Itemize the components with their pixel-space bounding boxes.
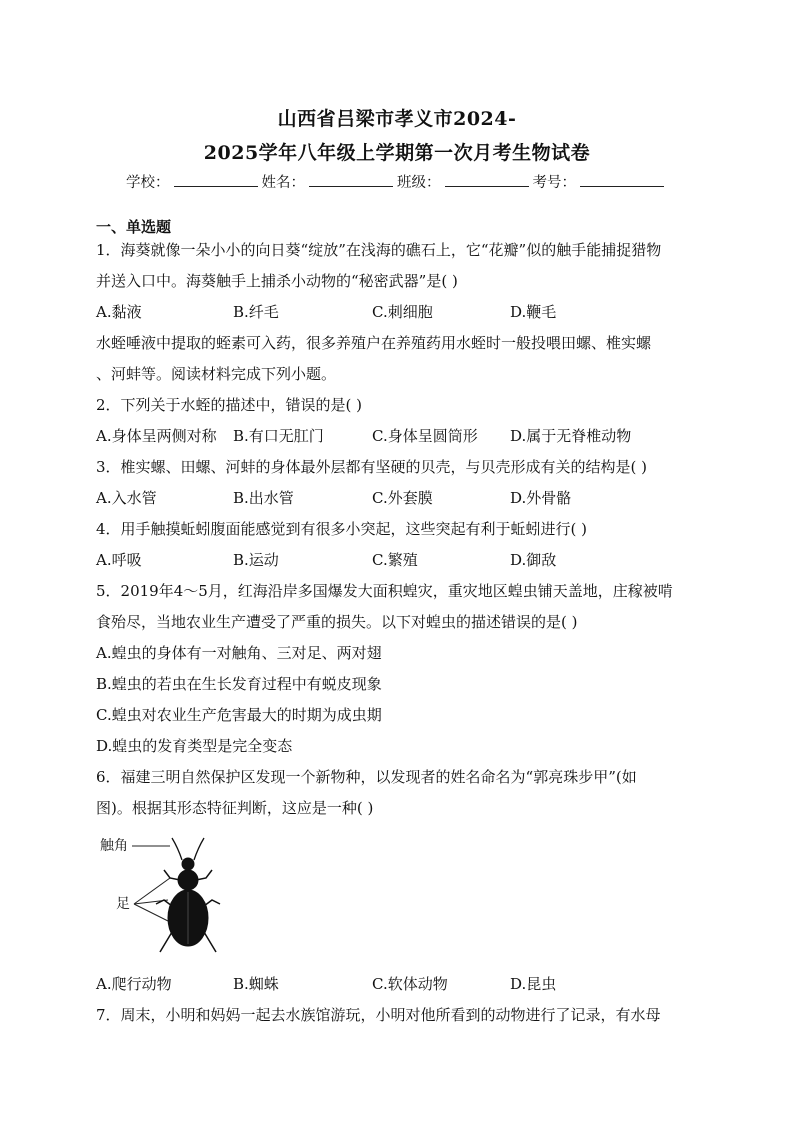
q4-option-d[interactable]: D.御敌 [510, 551, 557, 569]
q5-option-d[interactable]: D.蝗虫的发育类型是完全变态 [96, 737, 293, 755]
q3-option-a[interactable]: A.入水管 [96, 489, 157, 507]
q5-option-c[interactable]: C.蝗虫对农业生产危害最大的时期为成虫期 [96, 706, 382, 724]
name-label: 姓名： [261, 175, 305, 191]
q1-option-c[interactable]: C.刺细胞 [372, 303, 433, 321]
q1-option-d[interactable]: D.鞭毛 [510, 303, 557, 321]
q4-line-1: 4．用手触摸蚯蚓腹面能感觉到有很多小突起，这些突起有利于蚯蚓进行( ) [96, 520, 588, 538]
q2-line-1: 2．下列关于水蛭的描述中，错误的是( ) [96, 396, 363, 414]
q6-option-b[interactable]: B.蜘蛛 [233, 975, 279, 993]
q1-option-a[interactable]: A.黏液 [96, 303, 142, 321]
name-blank[interactable] [309, 174, 393, 187]
beetle-icon [156, 838, 220, 952]
q2-option-c[interactable]: C.身体呈圆筒形 [372, 427, 478, 445]
q6-line-1: 6．福建三明自然保护区发现一个新物种，以发现者的姓名命名为“郭亮珠步甲”(如 [96, 768, 637, 786]
school-label: 学校： [126, 175, 170, 191]
q2-option-d[interactable]: D.属于无脊椎动物 [510, 427, 632, 445]
q3-option-d[interactable]: D.外骨骼 [510, 489, 572, 507]
q1-option-b[interactable]: B.纤毛 [233, 303, 279, 321]
school-blank[interactable] [174, 174, 258, 187]
antenna-label: 触角 [100, 838, 128, 854]
q3-line-1: 3．椎实螺、田螺、河蚌的身体最外层都有坚硬的贝壳，与贝壳形成有关的结构是( ) [96, 458, 648, 476]
student-info-row [126, 171, 668, 192]
q6-option-a[interactable]: A.爬行动物 [96, 975, 172, 993]
title-line-2: 2025学年八年级上学期第一次月考生物试卷 [203, 142, 591, 164]
q7-line-1: 7．周末，小明和妈妈一起去水族馆游玩，小明对他所看到的动物进行了记录，有水母 [96, 1006, 661, 1024]
q6-option-c[interactable]: C.软体动物 [372, 975, 448, 993]
q2-option-b[interactable]: B.有口无肛门 [233, 427, 324, 445]
q3-option-c[interactable]: C.外套膜 [372, 489, 433, 507]
q1-line-1: 1．海葵就像一朵小小的向日葵“绽放”在浅海的礁石上，它“花瓣”似的触手能捕捉猎物 [96, 241, 662, 259]
q3-option-b[interactable]: B.出水管 [233, 489, 294, 507]
q5-line-2: 食殆尽，当地农业生产遭受了严重的损失。以下对蝗虫的描述错误的是( ) [96, 613, 578, 631]
class-label: 班级： [397, 175, 441, 191]
q6-line-2: 图)。根据其形态特征判断，这应是一种( ) [96, 799, 374, 817]
q1-line-2: 并送入口中。海葵触手上捕杀小动物的“秘密武器”是( ) [96, 272, 458, 290]
leg-label: 足 [116, 896, 130, 912]
exam-no-blank[interactable] [580, 174, 664, 187]
material-line-2: 、河蚌等。阅读材料完成下列小题。 [96, 365, 337, 383]
class-blank[interactable] [445, 174, 529, 187]
q5-line-1: 5．2019年4～5月，红海沿岸多国爆发大面积蝗灾，重灾地区蝗虫铺天盖地，庄稼被啃 [96, 582, 673, 600]
leg-pointer-line-3 [134, 904, 170, 922]
q2-option-a[interactable]: A.身体呈两侧对称 [96, 427, 217, 445]
beetle-figure [98, 834, 248, 964]
exam-no-label: 考号： [532, 175, 576, 191]
q5-option-a[interactable]: A.蝗虫的身体有一对触角、三对足、两对翅 [96, 644, 382, 662]
q4-option-c[interactable]: C.繁殖 [372, 551, 418, 569]
material-line-1: 水蛭唾液中提取的蛭素可入药，很多养殖户在养殖药用水蛭时一般投喂田螺、椎实螺 [96, 334, 652, 352]
q6-option-d[interactable]: D.昆虫 [510, 975, 557, 993]
q5-option-b[interactable]: B.蝗虫的若虫在生长发育过程中有蜕皮现象 [96, 675, 382, 693]
q4-option-b[interactable]: B.运动 [233, 551, 279, 569]
q4-option-a[interactable]: A.呼吸 [96, 551, 142, 569]
section-title-single-choice: 一、单选题 [96, 218, 172, 236]
title-line-1: 山西省吕梁市孝义市2024- [277, 108, 517, 130]
